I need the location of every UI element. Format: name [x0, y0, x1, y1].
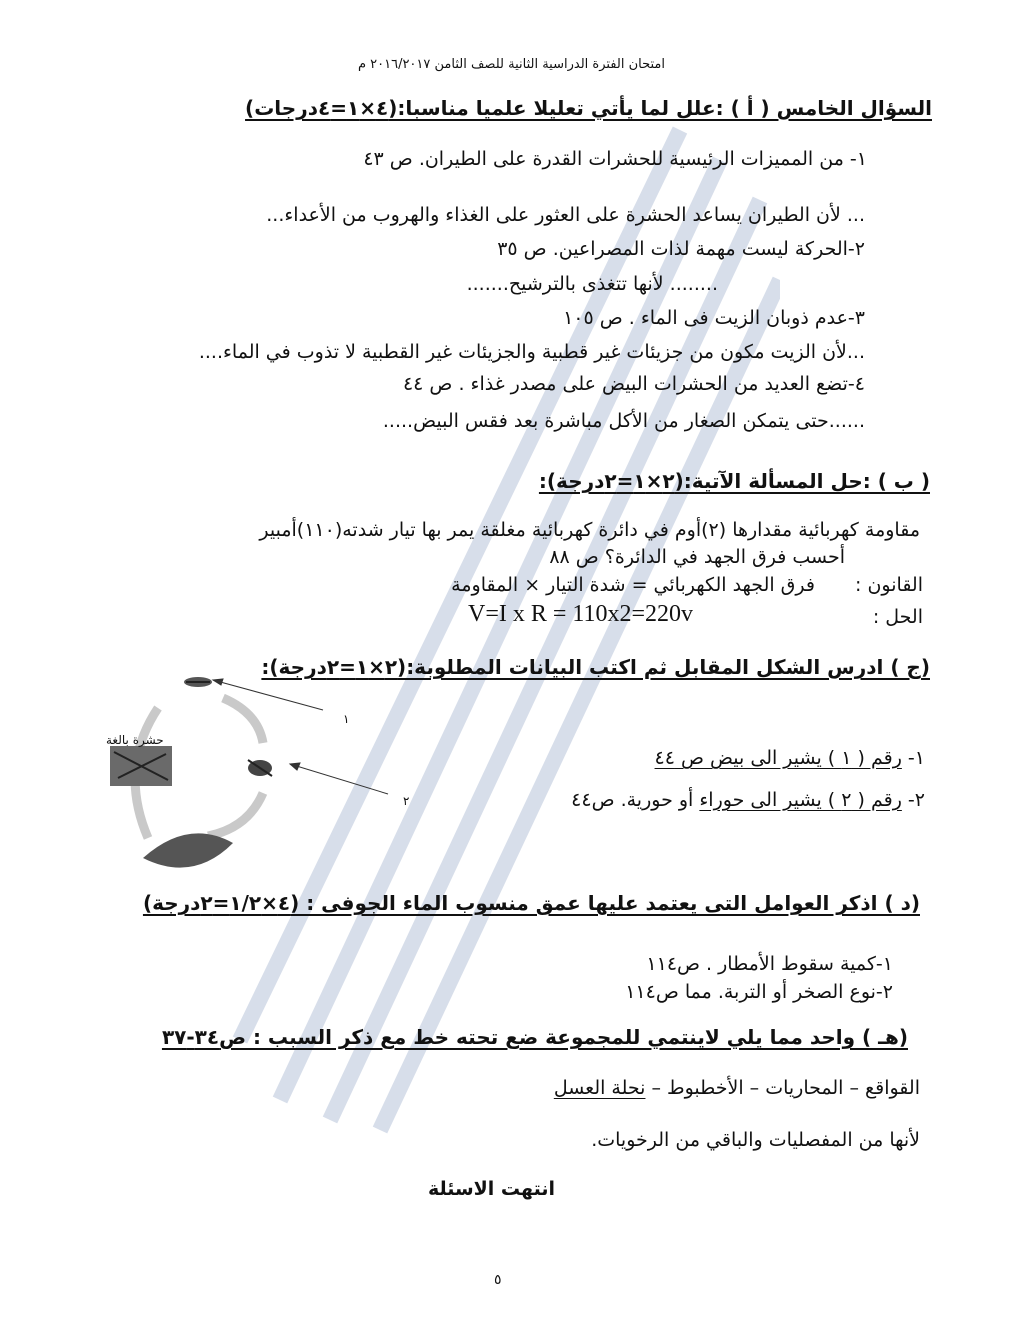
- adult-insect-icon: [110, 746, 172, 786]
- answer-2: ........ لأنها تتغذى بالترشيح.......: [466, 273, 718, 295]
- law-text: فرق الجهد الكهربائي = شدة التيار × المقاومة: [451, 574, 815, 596]
- answer-c-1: ١- رقم ( ١ ) يشير الى بيض ص ٤٤: [654, 747, 925, 769]
- insect-life-cycle-figure: [98, 668, 420, 898]
- section-e-title: (هـ ) واحد مما يلي لاينتمي للمجموعة ضع تحته خط مع ذكر السبب : ص٣٤-٣٧: [161, 1025, 908, 1049]
- page-number: ٥: [494, 1272, 502, 1288]
- section-a-title: السؤال الخامس ( أ ) :علل لما يأتي تعليلا علميا مناسبا:(٤×١=٤درجات): [245, 96, 932, 120]
- factor-1: ١-كمية سقوط الأمطار . ص١١٤: [646, 953, 893, 975]
- answer-c-2-underlined: رقم ( ٢ ) يشير الى حوراء: [699, 789, 902, 811]
- solution-label: الحل :: [872, 606, 923, 628]
- law-label: القانون :: [855, 574, 923, 596]
- question-4: ٤-تضع العديد من الحشرات البيض على مصدر غذاء . ص ٤٤: [402, 373, 865, 395]
- section-d-title: (د ) اذكر العوامل التى يعتمد عليها عمق منسوب الماء الجوفى : (٤×١/٢=٢درجة): [142, 891, 920, 915]
- question-2: ٢-الحركة ليست مهمة لذات المصراعين. ص ٣٥: [497, 238, 865, 260]
- label-line-2: [290, 764, 388, 794]
- answer-3: ...لأن الزيت مكون من جزيئات غير قطبية والجزيئات غير القطبية لا تذوب في الماء....: [198, 341, 865, 363]
- answer-1: ... لأن الطيران يساعد الحشرة على العثور على الغذاء والهروب من الأعداء...: [266, 204, 865, 226]
- question-3: ٣-عدم ذوبان الزيت فى الماء . ص ١٠٥: [563, 307, 865, 329]
- question-1: ١- من المميزات الرئيسية للحشرات القدرة على الطيران. ص ٤٣: [363, 148, 867, 170]
- section-b-title: ( ب ) :حل المسألة الآتية:(٢×١=٢درجة):: [538, 469, 930, 493]
- arrow-head-1: [213, 679, 223, 685]
- arrow-head-2: [290, 763, 300, 770]
- solution-formula: V=I x R = 110x2=220v: [468, 601, 694, 627]
- end-of-questions: انتهت الاسئلة: [427, 1178, 555, 1200]
- nymph-icon: [248, 760, 272, 776]
- figure-label-adult: حشرة بالغة: [106, 733, 164, 747]
- section-c-title: (ج ) ادرس الشكل المقابل ثم اكتب البيانات المطلوبة:(٢×١=٢درجة):: [261, 655, 930, 679]
- answer-c-1-underlined: رقم ( ١ ) يشير الى بيض ص ٤٤: [654, 747, 902, 769]
- leaf-icon: [143, 833, 233, 867]
- factor-2: ٢-نوع الصخر أو التربة. مما ص١١٤: [625, 981, 893, 1003]
- odd-one-out-list: القواقع – المحاريات – الأخطبوط – نحلة العسل: [553, 1077, 920, 1099]
- figure-num-2: ٢: [403, 794, 410, 808]
- answer-c-2: ٢- رقم ( ٢ ) يشير الى حوراء أو حورية. ص٤٤: [571, 789, 925, 811]
- figure-num-1: ١: [343, 712, 350, 726]
- odd-one-out-reason: لأنها من المفصليات والباقي من الرخويات.: [591, 1129, 920, 1151]
- problem-line-2: أحسب فرق الجهد في الدائرة؟ ص ٨٨: [549, 546, 845, 568]
- problem-line-1: مقاومة كهربائية مقدارها (٢)أوم في دائرة كهربائية مغلقة يمر بها تيار شدته(١١٠)أمبير: [259, 519, 920, 541]
- exam-header: امتحان الفترة الدراسية الثانية للصف الثامن ٢٠١٦/٢٠١٧ م: [357, 57, 665, 72]
- odd-one-out-answer: نحلة العسل: [553, 1077, 646, 1099]
- answer-4: ......حتى يتمكن الصغار من الأكل مباشرة بعد فقس البيض.....: [382, 410, 865, 432]
- egg-cluster-icon: [184, 677, 212, 687]
